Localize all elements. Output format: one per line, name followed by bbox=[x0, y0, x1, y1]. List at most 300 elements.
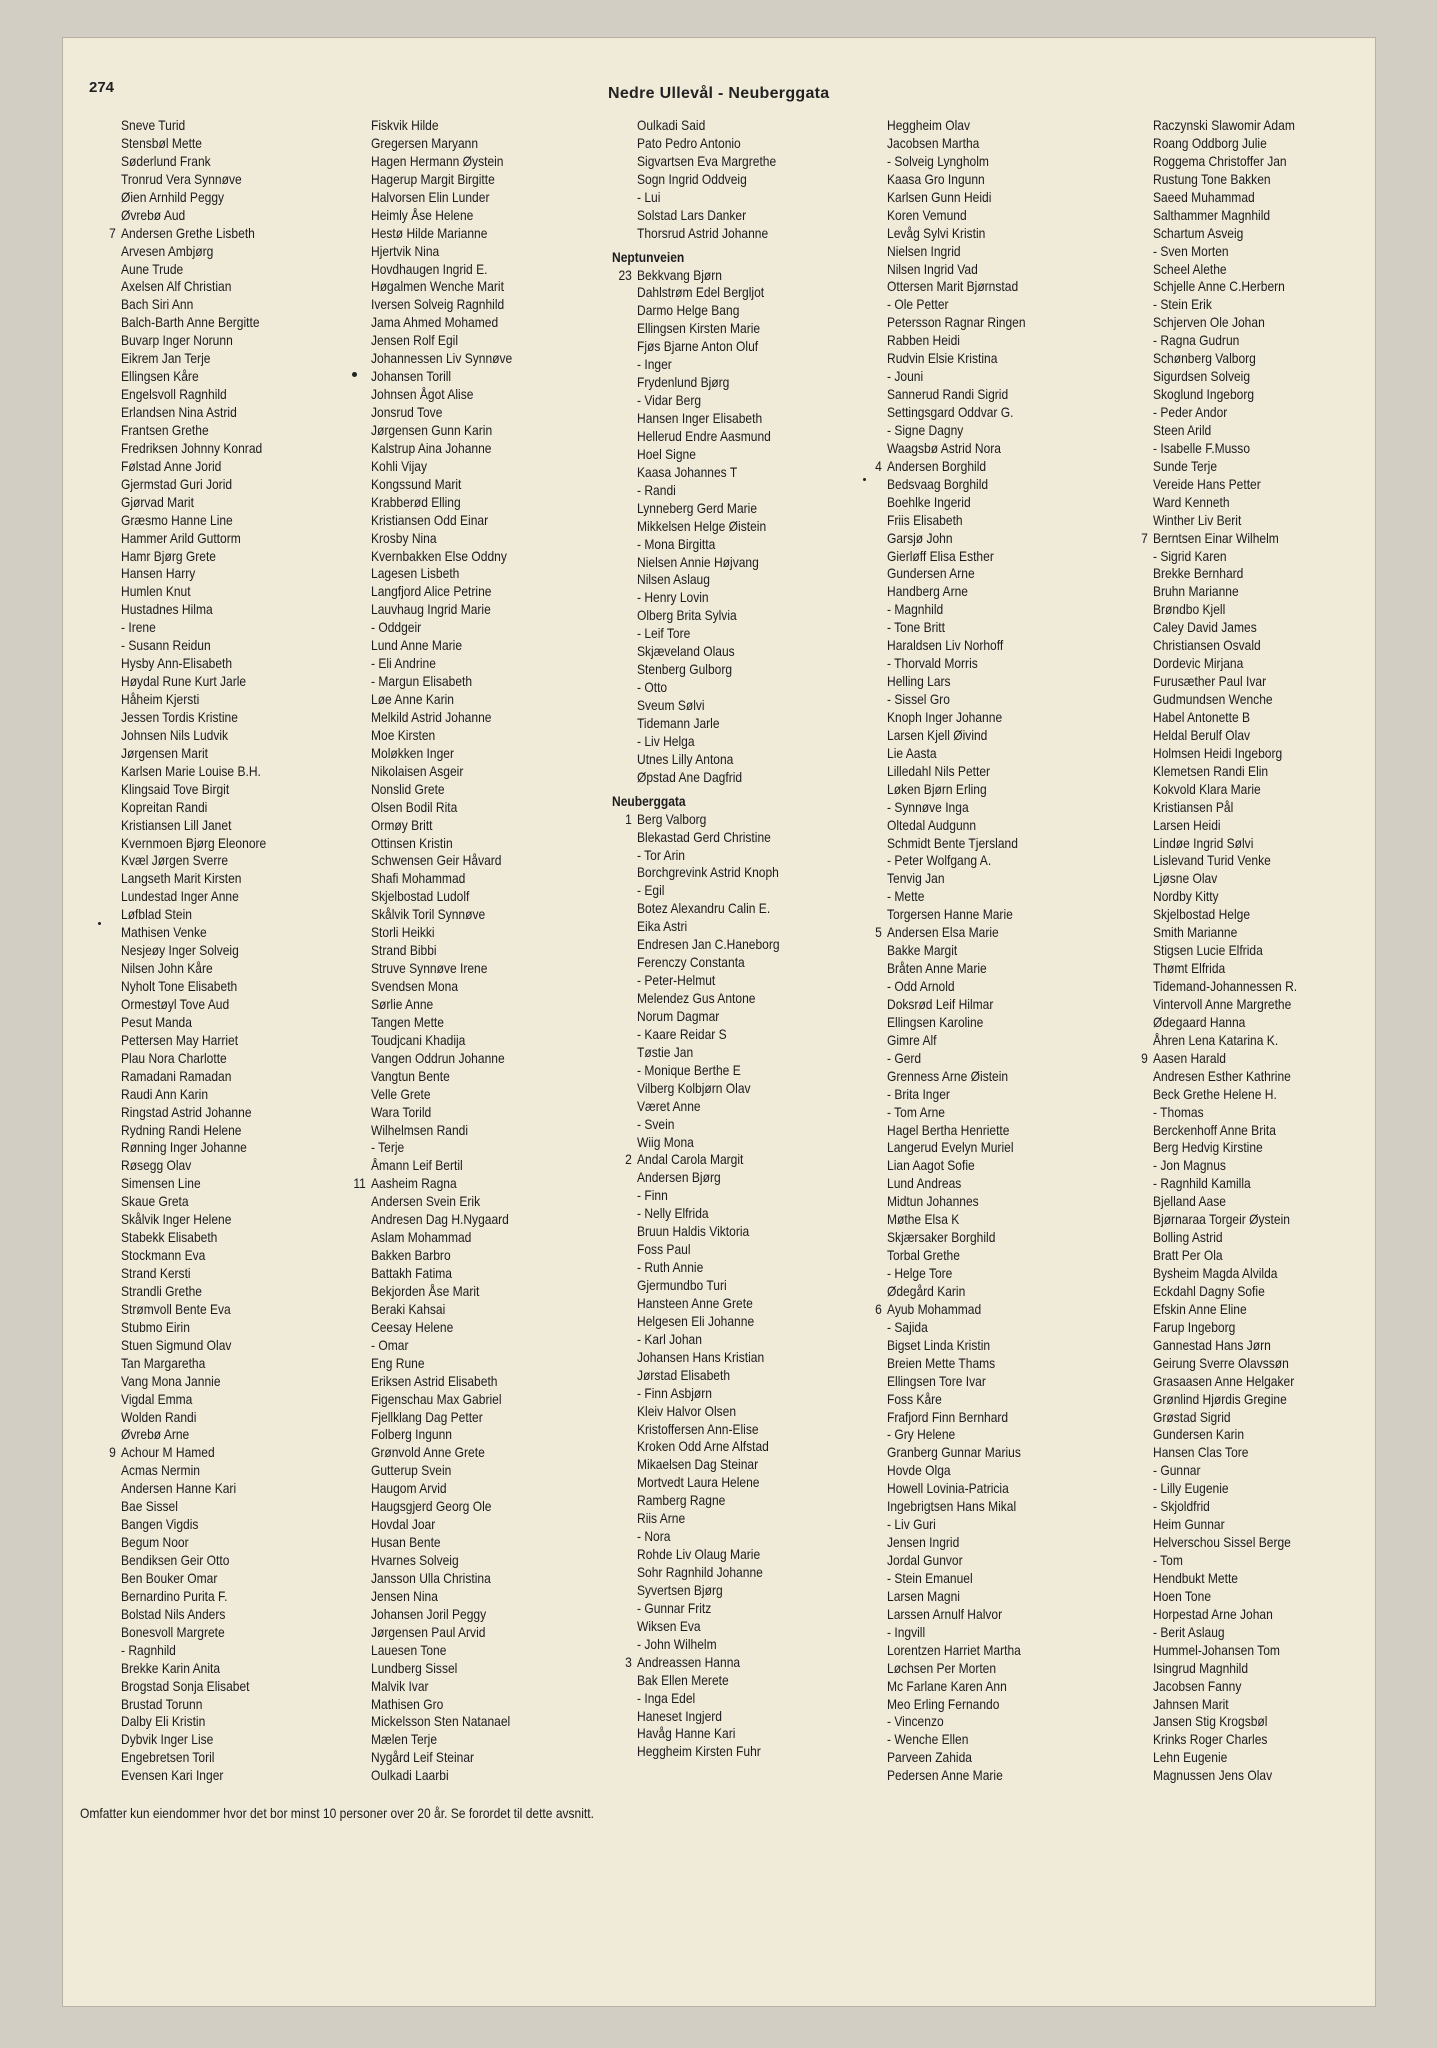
resident-name: - Helge Tore bbox=[887, 1265, 953, 1281]
resident-entry bbox=[887, 1175, 1026, 1193]
resident-name: Nordby Kitty bbox=[1153, 888, 1219, 905]
resident-name: Krinks Roger Charles bbox=[1153, 1731, 1268, 1748]
resident-name: Hansen Clas Tore bbox=[1153, 1444, 1249, 1461]
resident-name: - Gerd bbox=[887, 1049, 922, 1066]
resident-name: Rudvin Elsie Kristina bbox=[887, 350, 998, 367]
resident-entry bbox=[121, 1283, 266, 1301]
resident-entry bbox=[637, 1456, 780, 1474]
resident-name: Boehlke Ingerid bbox=[887, 493, 971, 510]
resident-entry bbox=[121, 799, 266, 817]
resident-entry bbox=[121, 727, 266, 745]
resident-entry bbox=[371, 942, 512, 960]
house-number: 4 bbox=[875, 457, 882, 474]
resident-entry bbox=[887, 207, 1026, 225]
resident-entry bbox=[121, 1624, 266, 1642]
resident-entry bbox=[1153, 1409, 1297, 1427]
resident-entry bbox=[371, 745, 512, 763]
resident-entry bbox=[121, 1355, 266, 1373]
resident-entry bbox=[1153, 1534, 1297, 1552]
resident-entry bbox=[887, 1498, 1026, 1516]
resident-entry bbox=[637, 571, 780, 589]
resident-name: Johansen Hans Kristian bbox=[637, 1348, 765, 1365]
resident-name: Tronrud Vera Synnøve bbox=[121, 170, 242, 187]
resident-entry bbox=[1153, 494, 1297, 512]
resident-entry bbox=[637, 936, 780, 954]
resident-name: Furusæther Paul Ivar bbox=[1153, 673, 1267, 690]
resident-name: Eckdahl Dagny Sofie bbox=[1153, 1282, 1265, 1299]
resident-entry bbox=[1153, 763, 1297, 781]
resident-entry bbox=[1153, 1391, 1297, 1409]
resident-name: Klingsaid Tove Birgit bbox=[121, 780, 230, 797]
resident-name: - Ragnhild bbox=[121, 1641, 176, 1658]
resident-entry bbox=[371, 1660, 512, 1678]
resident-entry bbox=[637, 864, 780, 882]
resident-name: Vang Mona Jannie bbox=[121, 1372, 221, 1389]
resident-name: Løe Anne Karin bbox=[371, 691, 455, 707]
resident-entry bbox=[371, 1606, 512, 1624]
resident-entry bbox=[887, 261, 1026, 279]
resident-name: Haugom Arvid bbox=[371, 1480, 447, 1497]
resident-name: Thømt Elfrida bbox=[1153, 960, 1226, 977]
resident-entry bbox=[887, 1014, 1026, 1032]
resident-entry bbox=[887, 153, 1026, 171]
resident-name: Gimre Alf bbox=[887, 1031, 937, 1048]
resident-name: Bekjorden Åse Marit bbox=[371, 1282, 480, 1299]
resident-name: Ingebrigtsen Hans Mikal bbox=[887, 1498, 1017, 1515]
resident-name: Andersen Borghild bbox=[887, 457, 987, 474]
resident-name: Berntsen Einar Wilhelm bbox=[1153, 529, 1279, 546]
resident-name: Lindøe Ingrid Sølvi bbox=[1153, 834, 1254, 851]
resident-name: Kvæl Jørgen Sverre bbox=[121, 852, 229, 869]
resident-name: Hysby Ann-Elisabeth bbox=[121, 655, 233, 672]
house-number: 1 bbox=[625, 810, 632, 827]
resident-entry bbox=[121, 1462, 266, 1480]
resident-entry bbox=[121, 1032, 266, 1050]
resident-name: Kaasa Johannes T bbox=[637, 463, 738, 480]
resident-entry bbox=[371, 171, 512, 189]
resident-entry bbox=[637, 1259, 780, 1277]
resident-name: Lund Anne Marie bbox=[371, 637, 463, 654]
resident-name: Gudmundsen Wenche bbox=[1153, 691, 1273, 707]
resident-entry bbox=[121, 745, 266, 763]
resident-name: Koren Vemund bbox=[887, 206, 967, 223]
resident-entry bbox=[887, 601, 1026, 619]
resident-name: Helverschou Sissel Berge bbox=[1153, 1534, 1291, 1551]
resident-name: - Berit Aslaug bbox=[1153, 1623, 1225, 1640]
resident-entry bbox=[618, 266, 780, 285]
resident-name: Grønlind Hjørdis Gregine bbox=[1153, 1390, 1287, 1407]
resident-entry bbox=[121, 619, 266, 637]
resident-name: Achour M Hamed bbox=[121, 1444, 215, 1461]
resident-name: Heggheim Olav bbox=[887, 117, 970, 133]
resident-name: Kaasa Gro Ingunn bbox=[887, 170, 985, 187]
resident-entry bbox=[1153, 243, 1297, 261]
resident-name: Fjøs Bjarne Anton Oluf bbox=[637, 338, 759, 355]
resident-entry bbox=[887, 135, 1026, 153]
resident-entry bbox=[1153, 1426, 1297, 1444]
bullet-mark bbox=[863, 478, 866, 481]
resident-entry bbox=[371, 673, 512, 691]
resident-entry bbox=[121, 350, 266, 368]
resident-name: Hestø Hilde Marianne bbox=[371, 224, 488, 241]
resident-name: Ødegård Karin bbox=[887, 1282, 966, 1299]
resident-name: - Jon Magnus bbox=[1153, 1157, 1226, 1174]
resident-name: Ward Kenneth bbox=[1153, 493, 1230, 510]
resident-name: Aune Trude bbox=[121, 260, 184, 277]
resident-entry bbox=[887, 1265, 1026, 1283]
resident-entry bbox=[121, 870, 266, 888]
resident-entry bbox=[371, 852, 512, 870]
resident-name: Langerud Evelyn Muriel bbox=[887, 1139, 1014, 1156]
resident-entry bbox=[887, 1229, 1026, 1247]
resident-name: Battakh Fatima bbox=[371, 1265, 452, 1281]
resident-entry bbox=[371, 817, 512, 835]
resident-name: Hovdhaugen Ingrid E. bbox=[371, 260, 488, 277]
resident-entry bbox=[371, 1642, 512, 1660]
resident-entry bbox=[371, 1426, 512, 1444]
resident-entry bbox=[121, 1498, 266, 1516]
resident-entry bbox=[637, 1582, 780, 1600]
resident-entry bbox=[1153, 1749, 1297, 1767]
resident-entry bbox=[371, 1050, 512, 1068]
resident-entry bbox=[1153, 1713, 1297, 1731]
resident-name: Struve Synnøve Irene bbox=[371, 960, 488, 977]
resident-name: Levåg Sylvi Kristin bbox=[887, 224, 986, 241]
resident-name: Berg Hedvig Kirstine bbox=[1153, 1139, 1263, 1156]
resident-name: Jørgensen Marit bbox=[121, 744, 208, 761]
resident-entry bbox=[1153, 1247, 1297, 1265]
resident-name: Humlen Knut bbox=[121, 583, 191, 600]
resident-entry bbox=[887, 1606, 1026, 1624]
resident-name: Gregersen Maryann bbox=[371, 134, 479, 151]
resident-entry bbox=[121, 314, 266, 332]
resident-name: - Gunnar bbox=[1153, 1462, 1201, 1479]
resident-name: Bangen Vigdis bbox=[121, 1516, 199, 1533]
resident-name: Lundberg Sissel bbox=[371, 1659, 458, 1676]
resident-entry bbox=[371, 1480, 512, 1498]
resident-name: Ellingsen Kåre bbox=[121, 368, 199, 385]
resident-name: Mikkelsen Helge Øistein bbox=[637, 517, 767, 534]
resident-name: Hammer Arild Guttorm bbox=[121, 529, 241, 546]
resident-name: Jessen Tordis Kristine bbox=[121, 708, 238, 725]
resident-name: Blekastad Gerd Christine bbox=[637, 828, 771, 845]
resident-name: Waagsbø Astrid Nora bbox=[887, 439, 1001, 456]
resident-name: Bigset Linda Kristin bbox=[887, 1336, 991, 1353]
resident-entry bbox=[637, 135, 780, 153]
resident-entry bbox=[887, 996, 1026, 1014]
resident-entry bbox=[1153, 314, 1297, 332]
resident-name: Lynneberg Gerd Marie bbox=[637, 499, 758, 516]
resident-entry bbox=[637, 1492, 780, 1510]
resident-entry bbox=[1153, 296, 1297, 314]
resident-entry bbox=[371, 1391, 512, 1409]
resident-name: Eikrem Jan Terje bbox=[121, 350, 211, 367]
resident-name: Lund Andreas bbox=[887, 1175, 962, 1192]
resident-entry bbox=[121, 1014, 266, 1032]
resident-entry bbox=[1153, 1678, 1297, 1696]
resident-name: Skoglund Ingeborg bbox=[1153, 386, 1255, 403]
resident-name: Karlsen Marie Louise B.H. bbox=[121, 762, 261, 779]
resident-name: Johansen Torill bbox=[371, 368, 452, 385]
resident-name: Kristiansen Pål bbox=[1153, 798, 1234, 815]
resident-entry bbox=[887, 781, 1026, 799]
resident-name: Holmsen Heidi Ingeborg bbox=[1153, 744, 1283, 761]
resident-name: Sunde Terje bbox=[1153, 457, 1218, 474]
resident-name: Langfjord Alice Petrine bbox=[371, 583, 492, 600]
resident-entry bbox=[371, 1139, 512, 1157]
resident-entry bbox=[637, 882, 780, 900]
resident-name: Ottinsen Kristin bbox=[371, 834, 453, 851]
resident-name: Hustadnes Hilma bbox=[121, 601, 213, 618]
resident-entry bbox=[637, 751, 780, 769]
resident-name: Kleiv Halvor Olsen bbox=[637, 1402, 737, 1419]
resident-entry bbox=[121, 422, 266, 440]
resident-entry bbox=[1153, 1337, 1297, 1355]
resident-name: Figenschau Max Gabriel bbox=[371, 1390, 502, 1407]
resident-entry bbox=[637, 1743, 780, 1761]
resident-name: Pedersen Anne Marie bbox=[887, 1767, 1003, 1784]
resident-name: Høydal Rune Kurt Jarle bbox=[121, 673, 247, 690]
resident-name: Nyholt Tone Elisabeth bbox=[121, 978, 238, 994]
resident-entry bbox=[887, 1749, 1026, 1767]
resident-entry bbox=[887, 117, 1026, 135]
resident-name: Efskin Anne Eline bbox=[1153, 1300, 1247, 1317]
resident-entry bbox=[637, 697, 780, 715]
resident-name: Andersen Svein Erik bbox=[371, 1193, 481, 1210]
resident-entry bbox=[887, 1319, 1026, 1337]
resident-name: Havåg Hanne Kari bbox=[637, 1725, 736, 1742]
resident-entry bbox=[121, 1480, 266, 1498]
resident-entry bbox=[637, 1098, 780, 1116]
resident-name: - Oddgeir bbox=[371, 619, 422, 636]
resident-entry bbox=[637, 589, 780, 607]
resident-name: Gjermstad Guri Jorid bbox=[121, 475, 233, 492]
resident-name: - Tom Arne bbox=[887, 1103, 945, 1120]
resident-entry bbox=[1153, 565, 1297, 583]
resident-name: Hagel Bertha Henriette bbox=[887, 1121, 1010, 1138]
resident-entry bbox=[1153, 601, 1297, 619]
resident-name: - Wenche Ellen bbox=[887, 1731, 969, 1748]
resident-entry bbox=[637, 446, 780, 464]
resident-name: Gjermundbo Turi bbox=[637, 1277, 727, 1293]
resident-entry bbox=[121, 296, 266, 314]
resident-name: Riis Arne bbox=[637, 1510, 686, 1527]
resident-entry bbox=[637, 1062, 780, 1080]
resident-name: Ramadani Ramadan bbox=[121, 1067, 232, 1084]
resident-name: Kongssund Marit bbox=[371, 475, 462, 492]
resident-entry bbox=[637, 1295, 780, 1313]
resident-entry bbox=[887, 189, 1026, 207]
resident-entry bbox=[887, 1444, 1026, 1462]
resident-entry bbox=[637, 1241, 780, 1259]
resident-entry bbox=[371, 1211, 512, 1229]
resident-name: - Isabelle F.Musso bbox=[1153, 439, 1251, 456]
resident-entry bbox=[637, 1510, 780, 1528]
resident-name: Stensbøl Mette bbox=[121, 134, 202, 151]
resident-name: Tøstie Jan bbox=[637, 1043, 694, 1060]
resident-name: Tidemand-Johannessen R. bbox=[1153, 978, 1298, 994]
resident-name: Raudi Ann Karin bbox=[121, 1085, 209, 1102]
resident-entry bbox=[887, 1032, 1026, 1050]
resident-entry bbox=[887, 1283, 1026, 1301]
resident-entry bbox=[121, 1175, 266, 1193]
resident-name: Ljøsne Olav bbox=[1153, 870, 1218, 887]
resident-entry bbox=[637, 1618, 780, 1636]
resident-entry bbox=[637, 410, 780, 428]
resident-entry bbox=[121, 1229, 266, 1247]
resident-entry bbox=[637, 1474, 780, 1492]
resident-entry bbox=[121, 601, 266, 619]
resident-entry bbox=[371, 1157, 512, 1175]
resident-entry bbox=[371, 1086, 512, 1104]
street-heading: Neuberggata bbox=[612, 792, 686, 809]
resident-entry bbox=[1153, 691, 1297, 709]
resident-name: Jensen Rolf Egil bbox=[371, 332, 459, 349]
resident-name: Arvesen Ambjørg bbox=[121, 242, 214, 259]
resident-name: Erlandsen Nina Astrid bbox=[121, 404, 237, 420]
resident-name: Strand Bibbi bbox=[371, 942, 437, 959]
resident-entry bbox=[637, 990, 780, 1008]
resident-name: Hjertvik Nina bbox=[371, 242, 440, 259]
resident-entry bbox=[637, 554, 780, 572]
resident-name: Bendiksen Geir Otto bbox=[121, 1552, 230, 1568]
resident-name: Utnes Lilly Antona bbox=[637, 750, 734, 767]
resident-entry bbox=[371, 996, 512, 1014]
resident-name: Haugsgjerd Georg Ole bbox=[371, 1498, 492, 1515]
resident-entry bbox=[637, 117, 780, 135]
resident-entry bbox=[887, 1660, 1026, 1678]
resident-name: Heimly Åse Helene bbox=[371, 206, 474, 223]
resident-entry bbox=[637, 954, 780, 972]
resident-entry bbox=[1153, 1498, 1297, 1516]
resident-name: - Sigrid Karen bbox=[1153, 547, 1227, 564]
resident-entry bbox=[371, 799, 512, 817]
resident-name: Rohde Liv Olaug Marie bbox=[637, 1546, 761, 1563]
resident-name: Bernardino Purita F. bbox=[121, 1587, 228, 1604]
resident-entry bbox=[1153, 1444, 1297, 1462]
resident-name: Kalstrup Aina Johanne bbox=[371, 439, 492, 456]
resident-entry bbox=[637, 643, 780, 661]
resident-name: Haraldsen Liv Norhoff bbox=[887, 637, 1004, 654]
resident-entry bbox=[371, 1104, 512, 1122]
resident-entry bbox=[887, 278, 1026, 296]
resident-entry bbox=[121, 996, 266, 1014]
resident-name: - Mona Birgitta bbox=[637, 535, 716, 552]
resident-entry bbox=[887, 727, 1026, 745]
resident-entry bbox=[371, 1462, 512, 1480]
resident-entry bbox=[887, 1480, 1026, 1498]
resident-entry bbox=[1153, 978, 1297, 996]
resident-name: - Margun Elisabeth bbox=[371, 673, 473, 690]
resident-name: Mathisen Gro bbox=[371, 1695, 444, 1712]
resident-name: - Svein bbox=[637, 1115, 675, 1132]
resident-entry bbox=[1153, 386, 1297, 404]
resident-name: Sigvartsen Eva Margrethe bbox=[637, 152, 777, 169]
resident-entry bbox=[371, 781, 512, 799]
resident-entry bbox=[637, 482, 780, 500]
resident-entry bbox=[1153, 261, 1297, 279]
resident-entry bbox=[637, 1421, 780, 1439]
resident-entry bbox=[875, 1300, 1026, 1319]
resident-name: Husan Bente bbox=[371, 1534, 441, 1551]
resident-name: Roggema Christoffer Jan bbox=[1153, 152, 1287, 169]
resident-entry bbox=[371, 350, 512, 368]
resident-entry bbox=[121, 243, 266, 261]
resident-entry bbox=[371, 1122, 512, 1140]
resident-entry bbox=[1153, 368, 1297, 386]
resident-entry bbox=[371, 207, 512, 225]
resident-entry bbox=[121, 1552, 266, 1570]
resident-name: Jørgensen Paul Arvid bbox=[371, 1623, 486, 1640]
resident-name: Hagerup Margit Birgitte bbox=[371, 170, 495, 187]
resident-entry bbox=[1153, 924, 1297, 942]
resident-entry bbox=[121, 709, 266, 727]
resident-entry bbox=[887, 1122, 1026, 1140]
resident-entry bbox=[625, 810, 780, 829]
resident-name: Øpstad Ane Dagfrid bbox=[637, 768, 743, 785]
resident-name: Vangen Oddrun Johanne bbox=[371, 1049, 505, 1066]
resident-entry bbox=[371, 1319, 512, 1337]
resident-name: Evensen Kari Inger bbox=[121, 1767, 224, 1784]
resident-entry bbox=[371, 1534, 512, 1552]
resident-name: Salthammer Magnhild bbox=[1153, 206, 1271, 223]
resident-name: Garsjø John bbox=[887, 529, 953, 546]
resident-entry bbox=[637, 428, 780, 446]
resident-name: Torgersen Hanne Marie bbox=[887, 906, 1013, 923]
house-number: 7 bbox=[109, 224, 116, 241]
resident-entry bbox=[371, 978, 512, 996]
resident-name: Halvorsen Elin Lunder bbox=[371, 188, 490, 205]
resident-entry bbox=[1153, 817, 1297, 835]
resident-entry bbox=[371, 727, 512, 745]
resident-name: - Peter Wolfgang A. bbox=[887, 852, 992, 869]
resident-name: Horpestad Arne Johan bbox=[1153, 1605, 1273, 1622]
resident-name: - Egil bbox=[637, 882, 665, 899]
resident-entry bbox=[887, 1462, 1026, 1480]
resident-name: Lehn Eugenie bbox=[1153, 1749, 1228, 1766]
resident-entry bbox=[1153, 1570, 1297, 1588]
resident-entry bbox=[121, 476, 266, 494]
resident-name: - Stein Erik bbox=[1153, 296, 1212, 313]
resident-entry bbox=[887, 422, 1026, 440]
resident-entry bbox=[1153, 870, 1297, 888]
resident-entry bbox=[1153, 1157, 1297, 1175]
resident-name: Kopreitan Randi bbox=[121, 798, 208, 815]
resident-name: Beck Grethe Helene H. bbox=[1153, 1085, 1277, 1102]
resident-entry bbox=[371, 835, 512, 853]
resident-name: Sohr Ragnhild Johanne bbox=[637, 1564, 763, 1580]
resident-entry bbox=[1153, 548, 1297, 566]
resident-entry bbox=[121, 153, 266, 171]
resident-name: Habel Antonette B bbox=[1153, 708, 1251, 725]
resident-entry bbox=[1153, 727, 1297, 745]
resident-entry bbox=[887, 709, 1026, 727]
resident-entry bbox=[1153, 476, 1297, 494]
resident-entry bbox=[887, 1050, 1026, 1068]
resident-entry bbox=[887, 530, 1026, 548]
resident-entry bbox=[121, 1247, 266, 1265]
resident-name: Skålvik Inger Helene bbox=[121, 1211, 232, 1228]
resident-entry bbox=[637, 1080, 780, 1098]
resident-name: Hansteen Anne Grete bbox=[637, 1294, 753, 1311]
resident-entry bbox=[1153, 350, 1297, 368]
resident-name: Andersen Elsa Marie bbox=[887, 924, 999, 941]
resident-name: Åhren Lena Katarina K. bbox=[1153, 1031, 1279, 1048]
resident-entry bbox=[887, 296, 1026, 314]
resident-entry bbox=[121, 1606, 266, 1624]
resident-entry bbox=[887, 1552, 1026, 1570]
resident-entry bbox=[887, 1157, 1026, 1175]
